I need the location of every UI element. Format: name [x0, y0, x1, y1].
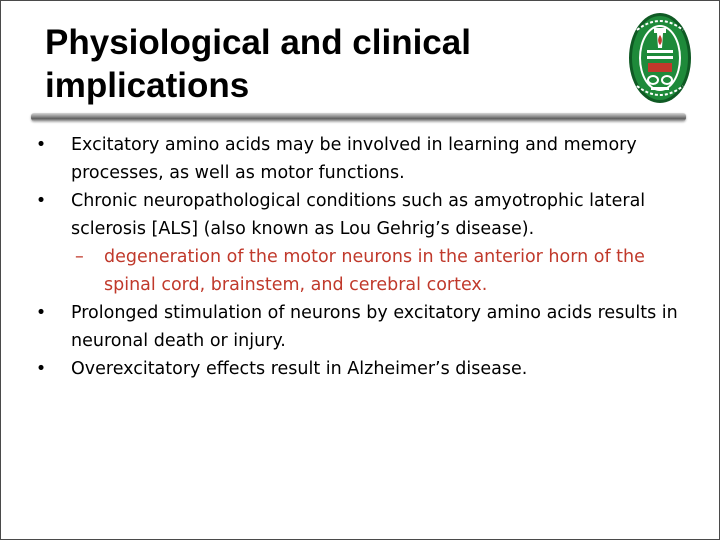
bullet-item — [31, 187, 691, 243]
bullet-text: Prolonged stimulation of neurons by excitatory amino acids results in neuronal death or injury. — [71, 303, 678, 351]
bullet-text: Overexcitatory effects result in Alzheimer’s disease. — [71, 359, 528, 379]
sub-bullet-marker: – — [75, 247, 84, 267]
bullet-list — [31, 131, 691, 383]
bullet-marker: • — [35, 135, 47, 155]
bullet-marker: • — [35, 359, 47, 379]
bullet-text: Excitatory amino acids may be involved in learning and memory processes, as well as motor functions. — [71, 135, 637, 183]
slide-title: Physiological and clinical implications — [45, 23, 471, 105]
bullet-marker: • — [35, 303, 47, 323]
bullet-text: Chronic neuropathological conditions such as amyotrophic lateral sclerosis [ALS] (also known as Lou Gehrig’s disease). — [71, 191, 646, 239]
sub-bullet-text: degeneration of the motor neurons in the anterior horn of the spinal cord, brainstem, and cerebral cortex. — [104, 247, 645, 295]
title-divider — [31, 113, 686, 121]
university-logo — [627, 10, 693, 106]
bullet-item — [31, 355, 691, 383]
bullet-item — [31, 131, 691, 187]
bullet-marker: • — [35, 191, 47, 211]
sub-bullet-item — [31, 243, 691, 299]
university-seal-icon — [627, 10, 693, 106]
bullet-item — [31, 299, 691, 355]
